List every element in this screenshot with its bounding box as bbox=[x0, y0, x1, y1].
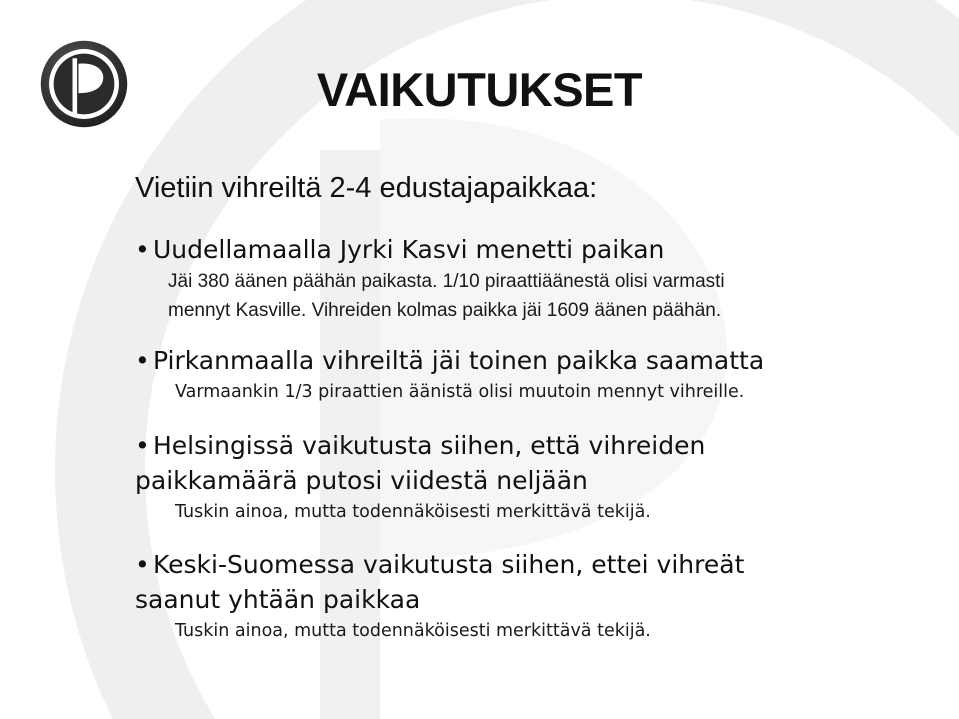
bullet-detail: Varmaankin 1/3 piraattien äänistä olisi muutoin mennyt vihreille. bbox=[175, 382, 745, 402]
slide-title: VAIKUTUKSET bbox=[316, 63, 643, 116]
bullet-heading: • Pirkanmaalla vihreiltä jäi toinen paikka saamatta bbox=[135, 343, 925, 378]
bullet-dot-icon: • bbox=[135, 550, 150, 579]
bullet-dot-icon: • bbox=[135, 235, 150, 264]
list-item bbox=[135, 343, 925, 407]
bullet-heading: • Helsingissä vaikutusta siihen, että vihreiden bbox=[135, 428, 925, 463]
bullet-dot-icon: • bbox=[135, 346, 150, 375]
bullet-detail: Tuskin ainoa, mutta todennäköisesti merkittävä tekijä. bbox=[175, 621, 651, 641]
list-item bbox=[135, 547, 925, 646]
bullet-detail: mennyt Kasville. Vihreiden kolmas paikka jäi 1609 äänen päähän. bbox=[168, 300, 722, 321]
list-item bbox=[135, 232, 925, 325]
bullet-heading-continued: saanut yhtään paikkaa bbox=[135, 585, 421, 614]
bullet-detail: Jäi 380 äänen päähän paikasta. 1/10 piraattiäänestä olisi varmasti bbox=[168, 271, 725, 292]
bullet-heading-continued: paikkamäärä putosi viidestä neljään bbox=[135, 466, 588, 495]
list-item bbox=[135, 428, 925, 527]
bullet-detail: Tuskin ainoa, mutta todennäköisesti merkittävä tekijä. bbox=[175, 502, 651, 522]
bullet-heading: • Uudellamaalla Jyrki Kasvi menetti paikan bbox=[135, 232, 925, 267]
bullet-dot-icon: • bbox=[135, 431, 150, 460]
bullet-heading: • Keski-Suomessa vaikutusta siihen, ettei vihreät bbox=[135, 547, 925, 582]
slide-subtitle: Vietiin vihreiltä 2-4 edustajapaikkaa: bbox=[135, 172, 598, 204]
